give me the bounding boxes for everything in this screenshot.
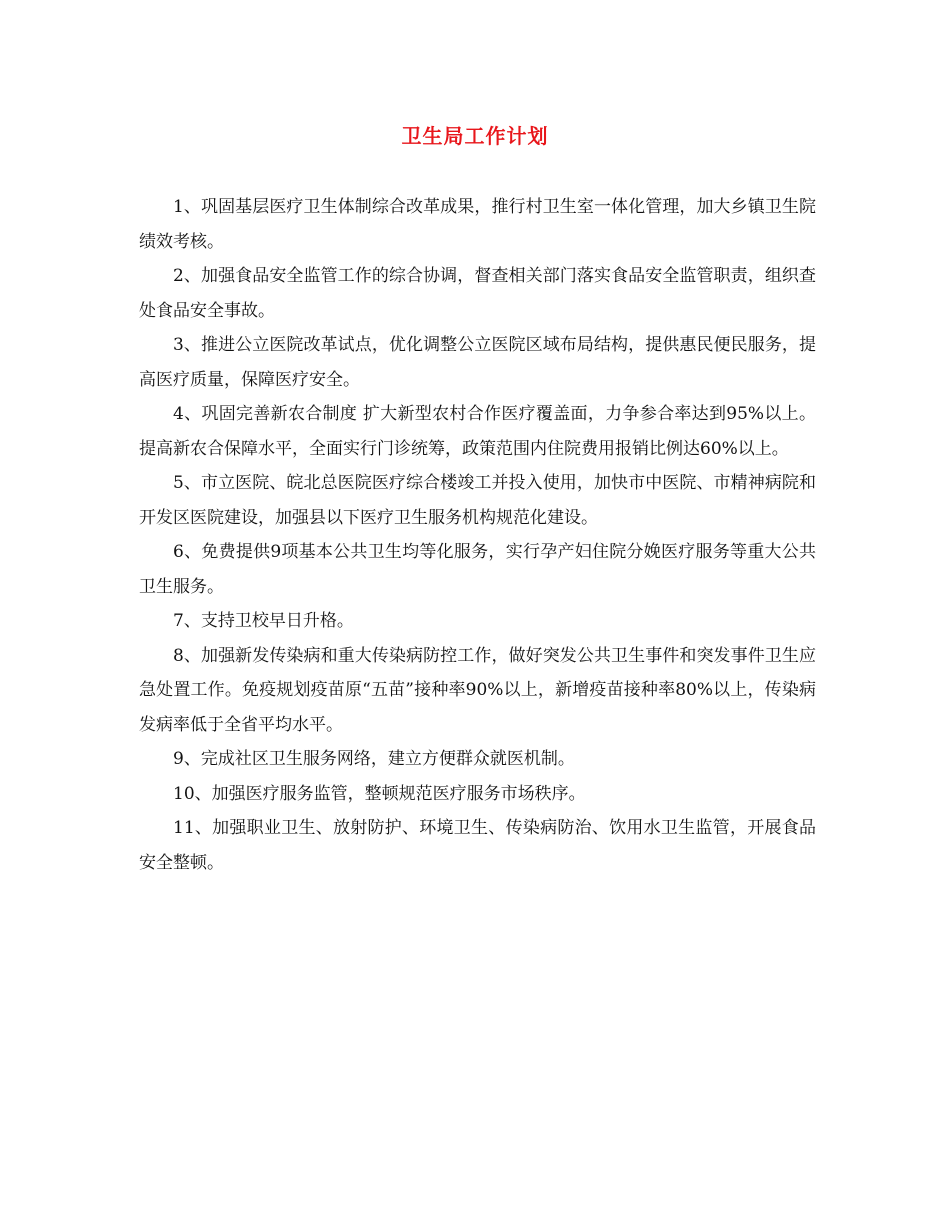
paragraph-11: 11、加强职业卫生、放射防护、环境卫生、传染病防治、饮用水卫生监管，开展食品安全整顿。: [139, 818, 816, 873]
paragraph-8: 8、加强新发传染病和重大传染病防控工作，做好突发公共卫生事件和突发事件卫生应急处置工作。免疫规划疫苗原“五苗”接种率90%以上，新增疫苗接种率80%以上，传染病发病率低于全省平均水平。: [139, 645, 816, 735]
document-body: [139, 190, 816, 880]
paragraph-5: 5、市立医院、皖北总医院医疗综合楼竣工并投入使用，加快市中医院、市精神病院和开发区医院建设，加强县以下医疗卫生服务机构规范化建设。: [139, 473, 816, 528]
paragraph-9: 9、完成社区卫生服务网络，建立方便群众就医机制。: [173, 749, 575, 769]
paragraph-6: 6、免费提供9项基本公共卫生均等化服务，实行孕产妇住院分娩医疗服务等重大公共卫生服务。: [139, 542, 816, 597]
document-title: 卫生局工作计划: [401, 124, 549, 148]
paragraph-1: 1、巩固基层医疗卫生体制综合改革成果，推行村卫生室一体化管理，加大乡镇卫生院绩效考核。: [139, 197, 816, 252]
paragraph-2: 2、加强食品安全监管工作的综合协调，督查相关部门落实食品安全监管职责，组织查处食品安全事故。: [139, 266, 816, 321]
paragraph-4: 4、巩固完善新农合制度 扩大新型农村合作医疗覆盖面，力争参合率达到95%以上。提高新农合保障水平，全面实行门诊统筹，政策范围内住院费用报销比例达60%以上。: [139, 404, 816, 459]
paragraph-3: 3、推进公立医院改革试点，优化调整公立医院区域布局结构，提供惠民便民服务，提高医疗质量，保障医疗安全。: [139, 335, 816, 390]
paragraph-7: 7、支持卫校早日升格。: [173, 611, 354, 631]
paragraph-10: 10、加强医疗服务监管，整顿规范医疗服务市场秩序。: [173, 783, 586, 804]
